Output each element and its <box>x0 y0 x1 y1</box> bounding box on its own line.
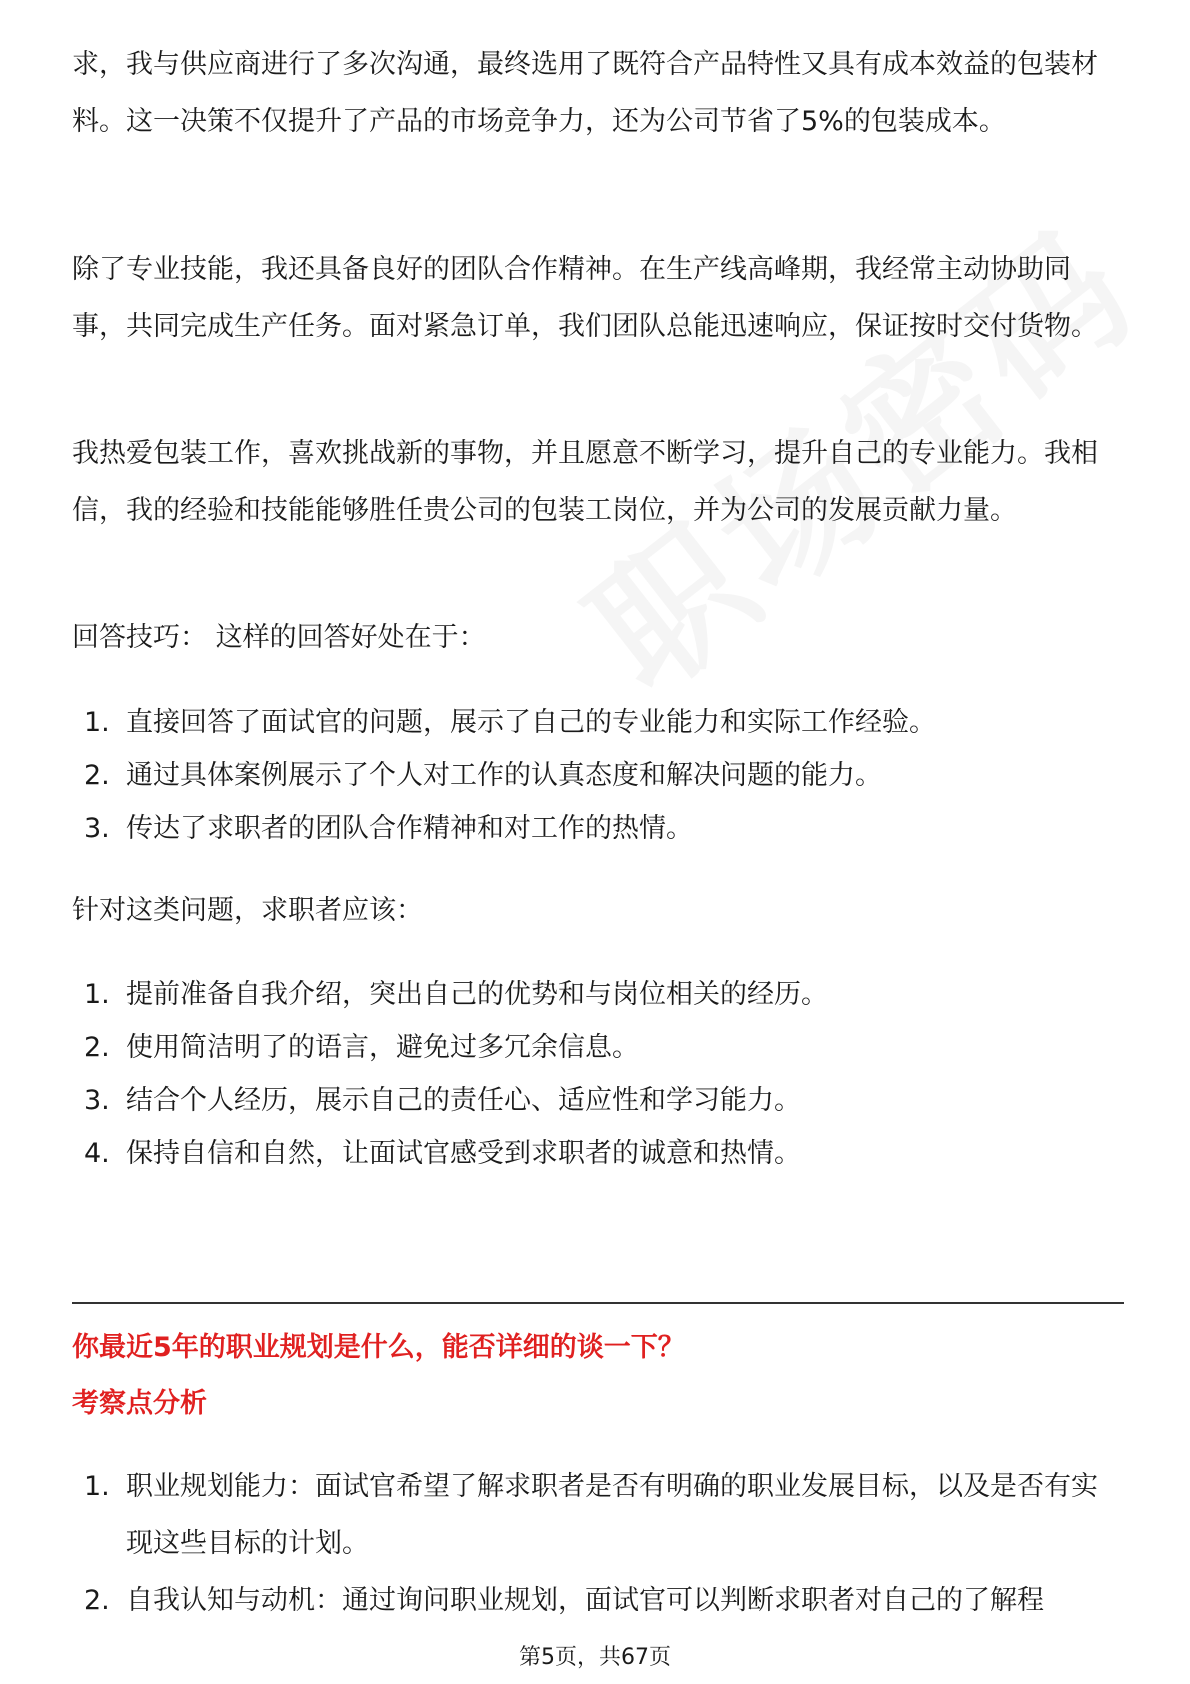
list-text: 使用简洁明了的语言，避免过多冗余信息。 <box>126 1032 639 1063</box>
list-item <box>84 966 1124 1023</box>
section-divider <box>72 1302 1124 1304</box>
question-title: 你最近5年的职业规划是什么，能否详细的谈一下？ <box>72 1332 685 1363</box>
list-item <box>84 1458 1124 1572</box>
page-footer: 第5页，共67页 <box>519 1645 671 1670</box>
list-item <box>84 747 1124 804</box>
list-item <box>84 800 1124 857</box>
analysis-heading: 考察点分析 <box>72 1388 207 1419</box>
list-number: 2. <box>84 1585 110 1616</box>
list-item <box>84 1019 1124 1076</box>
list-number: 3. <box>84 813 110 844</box>
advice-intro: 针对这类问题，求职者应该： <box>72 895 423 926</box>
list-text: 自我认知与动机：通过询问职业规划，面试官可以判断求职者对自己的了解程 <box>126 1585 1044 1616</box>
list-number: 2. <box>84 1032 110 1063</box>
list-item <box>84 1072 1124 1129</box>
list-number: 3. <box>84 1085 110 1116</box>
tips-intro: 回答技巧： 这样的回答好处在于： <box>72 622 486 653</box>
list-number: 4. <box>84 1138 110 1169</box>
paragraph-1: 求，我与供应商进行了多次沟通，最终选用了既符合产品特性又具有成本效益的包装材料。这一决策不仅提升了产品的市场竞争力，还为公司节省了5%的包装成本。 <box>72 49 1098 137</box>
list-text: 职业规划能力：面试官希望了解求职者是否有明确的职业发展目标，以及是否有实现这些目标的计划。 <box>126 1471 1098 1559</box>
list-item <box>84 1572 1124 1629</box>
list-text: 提前准备自我介绍，突出自己的优势和与岗位相关的经历。 <box>126 979 828 1010</box>
list-number: 1. <box>84 979 110 1010</box>
list-number: 1. <box>84 1471 110 1502</box>
list-item <box>84 1125 1124 1182</box>
list-number: 1. <box>84 707 110 738</box>
list-item <box>84 694 1124 751</box>
list-text: 保持自信和自然，让面试官感受到求职者的诚意和热情。 <box>126 1138 801 1169</box>
list-text: 传达了求职者的团队合作精神和对工作的热情。 <box>126 813 693 844</box>
paragraph-2: 除了专业技能，我还具备良好的团队合作精神。在生产线高峰期，我经常主动协助同事，共同完成生产任务。面对紧急订单，我们团队总能迅速响应，保证按时交付货物。 <box>72 254 1098 342</box>
list-number: 2. <box>84 760 110 791</box>
list-text: 通过具体案例展示了个人对工作的认真态度和解决问题的能力。 <box>126 760 882 791</box>
list-text: 直接回答了面试官的问题，展示了自己的专业能力和实际工作经验。 <box>126 707 936 738</box>
paragraph-3: 我热爱包装工作，喜欢挑战新的事物，并且愿意不断学习，提升自己的专业能力。我相信，我的经验和技能能够胜任贵公司的包装工岗位，并为公司的发展贡献力量。 <box>72 438 1098 526</box>
list-text: 结合个人经历，展示自己的责任心、适应性和学习能力。 <box>126 1085 801 1116</box>
